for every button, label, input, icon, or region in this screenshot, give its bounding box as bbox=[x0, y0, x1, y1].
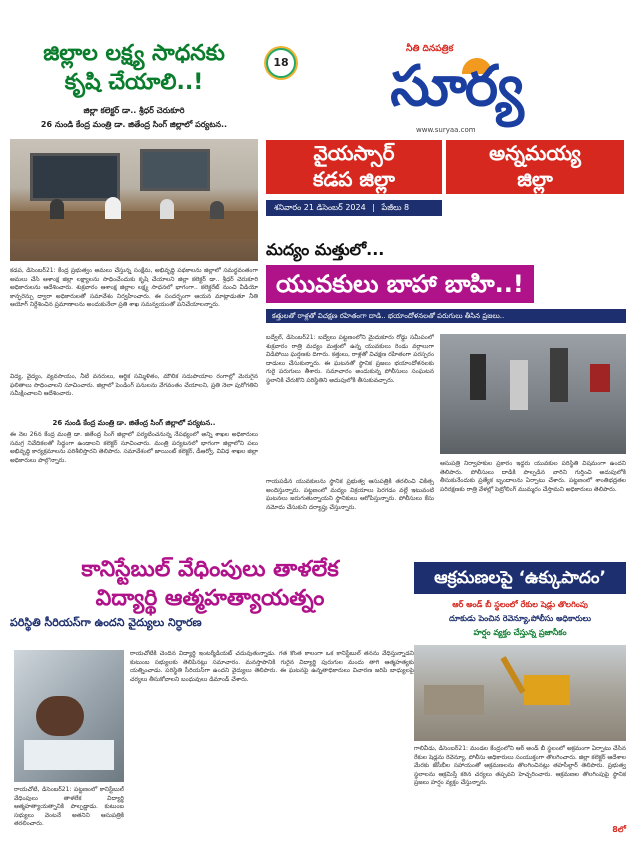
masthead bbox=[266, 44, 626, 234]
issue-date: శనివారం 21 డిసెంబర్ 2024 bbox=[274, 203, 366, 212]
story3-col-1: రాయచోటి, డిసెంబర్21: పట్టణంలో కానిస్టేబుల్ వేధింపులు తాళలేక విద్యార్థి ఆత్మహత్యాయత్నానికి పాల్పడ్డాడు. కుటుంబ సభ్యులు వెంటనే అతనిని ఆసుపత్రికి తరలించారు. bbox=[14, 786, 124, 828]
badge-18: 18 bbox=[266, 48, 296, 78]
edition-right-line-2: జిల్లా bbox=[517, 167, 553, 191]
story2-headline bbox=[266, 265, 626, 305]
story1-headline-1: జిల్లాల లక్ష్య సాధనకు bbox=[43, 41, 225, 66]
hospital-photo bbox=[14, 650, 124, 782]
story1-sub-2: 26 నుండి కేంద్ర మంత్రి డా. జితేంద్ర సింగ్ జిల్లాలో పర్యటన.. bbox=[40, 120, 228, 129]
story1-para-2: విద్య, వైద్యం, వ్యవసాయం, నీటి వనరులు, ఆర్థిక సమ్మిళితం, మౌలిక సదుపాయాల రంగాల్లో మెరుగైన ఫలితాలు సాధించాలని సూచించారు. జిల్లాలో పెండింగ్ పనులను వేగవంతం చేయాలని, ప్రతి నెలా పురోగతిని సమీక్షించాలని ఆదేశించారు. bbox=[10, 373, 258, 398]
masthead-tagline: నీతి దినపత్రిక bbox=[406, 44, 454, 54]
edition-right-line-1: అన్నమయ్య bbox=[489, 141, 581, 165]
story3-block bbox=[10, 556, 410, 636]
story4-headline: ఆక్రమణలపై ‘ఉక్కుపాదం’ bbox=[414, 562, 626, 594]
story1-block bbox=[10, 40, 258, 464]
edition-left-line-2: కడప జిల్లా bbox=[313, 167, 395, 191]
story1-headline-2: కృషి చేయాలి..! bbox=[64, 70, 204, 95]
demolition-photo bbox=[414, 645, 626, 741]
story1-para-3: ఈ నెల 26న కేంద్ర మంత్రి డా. జితేంద్ర సింగ్ జిల్లాలో పర్యటించనున్న నేపథ్యంలో అన్ని శాఖల అధికారులు సమగ్ర నివేదికలతో సిద్ధంగా ఉండాలని కలెక్టర్ సూచించారు. మంత్రి పర్యటనలో భాగంగా జిల్లాలోని పలు అభివృద్ధి కార్యక్రమాలను పరిశీలిస్తారని తెలిపారు. సమావేశంలో జాయింట్ కలెక్టర్, డీఆర్వో, వివిధ శాఖల జిల్లా అధికారులు పాల్గొన్నారు. bbox=[10, 431, 258, 464]
story2-col-2: గాయపడిన యువకులను స్థానిక ప్రభుత్వ ఆసుపత్రికి తరలించి చికిత్స అందిస్తున్నారు. పట్టణంలో మద్యం విక్రయాలు పెరగడం వల్లే ఇటువంటి ఘటనలు జరుగుతున్నాయని స్థానికులు ఆరోపిస్తున్నారు. పోలీసులు కేసు నమోదు చేసుకుని దర్యాప్తు చేస్తున్నారు. bbox=[266, 478, 434, 511]
story4-sub-1: ఆర్ అండ్ బీ స్థలంలో రేకుల షెడ్లు తొలగింపు bbox=[452, 600, 588, 609]
story1-sub-1: జిల్లా కలెక్టర్ డా.. శ్రీధర్ చెరుకూరి bbox=[83, 106, 185, 115]
story3-col-2: రాయచోటికి చెందిన విద్యార్థి ఇంటర్మీడియట్ చదువుతున్నాడు. గత కొంత కాలంగా ఒక కానిస్టేబుల్ తనను వేధిస్తున్నాడని కుటుంబ సభ్యులకు తెలిపినట్లు సమాచారం. మనస్తాపానికి గురైన విద్యార్థి పురుగుల మందు తాగి ఆత్మహత్యకు యత్నించాడు. పరిస్థితి సీరియస్‌గా ఉందని వైద్యులు తెలిపారు. ఈ ఘటనపై ఉన్నతాధికారులు విచారణ జరిపి బాధ్యులపై చర్యలు తీసుకోవాలని బంధువులు డిమాండ్ చేశారు. bbox=[130, 650, 414, 683]
story2-col-1: బద్వేల్, డిసెంబర్21: బద్వేలు పట్టణంలోని మైదుకూరు రోడ్డు సమీపంలో శుక్రవారం రాత్రి మద్యం మత్తులో ఉన్న యువకులు రెండు వర్గాలుగా విడిపోయి ఘర్షణకు దిగారు. కత్తులు, రాళ్లతో విచక్షణ రహితంగా పరస్పరం దాడులు చేసుకున్నారు. ఈ ఘటనతో స్థానిక ప్రజలు భయాందోళనలకు గురై పరుగులు తీశారు. సమాచారం అందుకున్న పోలీసులు సంఘటన స్థలానికి చేరుకొని పరిస్థితిని అదుపులోకి తీసుకువచ్చారు. bbox=[266, 334, 434, 384]
story1-sub-3: 26 నుండి కేంద్ర మంత్రి డా. జితేంద్ర సింగ్ జిల్లాలో పర్యటన.. bbox=[52, 419, 216, 427]
story4-block bbox=[414, 562, 626, 838]
date-strip: శనివారం 21 డిసెంబర్ 2024 | పేజీలు 8 bbox=[266, 200, 442, 216]
story4-sub-2: దూకుడు పెంచిన రెవెన్యూ,పోలీసు అధికారులు bbox=[449, 614, 591, 623]
story3-sub: పరిస్థితి సీరియస్‌గా ఉందని వైద్యులు నిర్ధారణ bbox=[10, 616, 202, 629]
edition-right bbox=[446, 140, 624, 194]
story2-caption: కత్తులతో రాళ్లతో విచక్షణ రహితంగా దాడి.. భయాందోళనలతో పరుగులు తీసిన ప్రజలు.. bbox=[266, 309, 626, 323]
meeting-photo bbox=[10, 139, 258, 261]
edition-left bbox=[266, 140, 442, 194]
page-count: పేజీలు 8 bbox=[381, 203, 410, 212]
fight-photo bbox=[440, 334, 626, 454]
story2-col-3: ఆసుపత్రి నిర్వాహకుల ప్రకారం ఇద్దరు యువకుల పరిస్థితి విషమంగా ఉందని తెలిపారు. పోలీసులు దాడికి పాల్పడిన వారిని గుర్తించి అదుపులోకి తీసుకునేందుకు ప్రత్యేక బృందాలను ఏర్పాటు చేశారు. పట్టణంలో శాంతిభద్రతల పరిరక్షణకు రాత్రి వేళల్లో పెట్రోలింగ్ ముమ్మరం చేస్తామని అధికారులు తెలిపారు. bbox=[440, 460, 626, 493]
story3-headline-2: విద్యార్థి ఆత్మహత్యాయత్నం bbox=[95, 586, 325, 611]
story4-sub-3: హర్షం వ్యక్తం చేస్తున్న ప్రజానీకం bbox=[473, 628, 567, 637]
story3-headline-1: కానిస్టేబుల్ వేధింపులు తాళలేక bbox=[81, 557, 339, 582]
edition-left-line-1: వైయస్సార్ bbox=[313, 141, 395, 165]
story2-kicker: మద్యం మత్తులో... bbox=[266, 240, 385, 259]
masthead-url: www.suryaa.com bbox=[416, 126, 476, 134]
story4-body: గాలివీడు, డిసెంబర్21: మండల కేంద్రంలోని ఆర్ అండ్ బీ స్థలంలో అక్రమంగా ఏర్పాటు చేసిన రేకుల షెడ్లను రెవెన్యూ, పోలీసు అధికారులు సంయుక్తంగా తొలగించారు. జిల్లా కలెక్టర్ ఆదేశాల మేరకు జేసీబీల సహాయంతో ఆక్రమణలను తొలగించినట్లు తహసీల్దార్ తెలిపారు. ప్రభుత్వ స్థలాలను ఆక్రమిస్తే కఠిన చర్యలు తప్పవని హెచ్చరించారు. ఆక్రమణల తొలగింపుపై స్థానిక ప్రజలు హర్షం వ్యక్తం చేస్తున్నారు. bbox=[414, 745, 626, 787]
story4-continued: 8లో bbox=[612, 825, 626, 834]
story2-headline-text: యువకులు బాహా బాహి..! bbox=[266, 265, 534, 303]
masthead-title: సూర్య bbox=[390, 54, 522, 119]
story1-para-1: కడప, డిసెంబర్21: కేంద్ర ప్రభుత్వం అమలు చేస్తున్న సంక్షేమ, అభివృద్ధి పథకాలను జిల్లాలో సమర్థవంతంగా అమలు చేసి ఆశాంక్ష జిల్లా లక్ష్యాలను సాధించేందుకు కృషి చేయాలని జిల్లా కలెక్టర్ డా.. శ్రీధర్ చెరుకూరి అధికారులను ఆదేశించారు. శుక్రవారం ఆశాంక్ష జిల్లాల లక్ష్య సాధనలో భాగంగా.. కలెక్టరేట్ నుంచి వీడియో కాన్ఫరెన్సు ద్వారా అధికారులతో సమావేశం నిర్వహించారు. ఈ సందర్భంగా ఆయన మాట్లాడుతూ నీతి ఆయోగ్ నిర్దేశించిన ప్రమాణాలను అందుకునేలా ప్రతి శాఖ సమన్వయంతో పనిచేయాలన్నారు. bbox=[10, 267, 258, 309]
